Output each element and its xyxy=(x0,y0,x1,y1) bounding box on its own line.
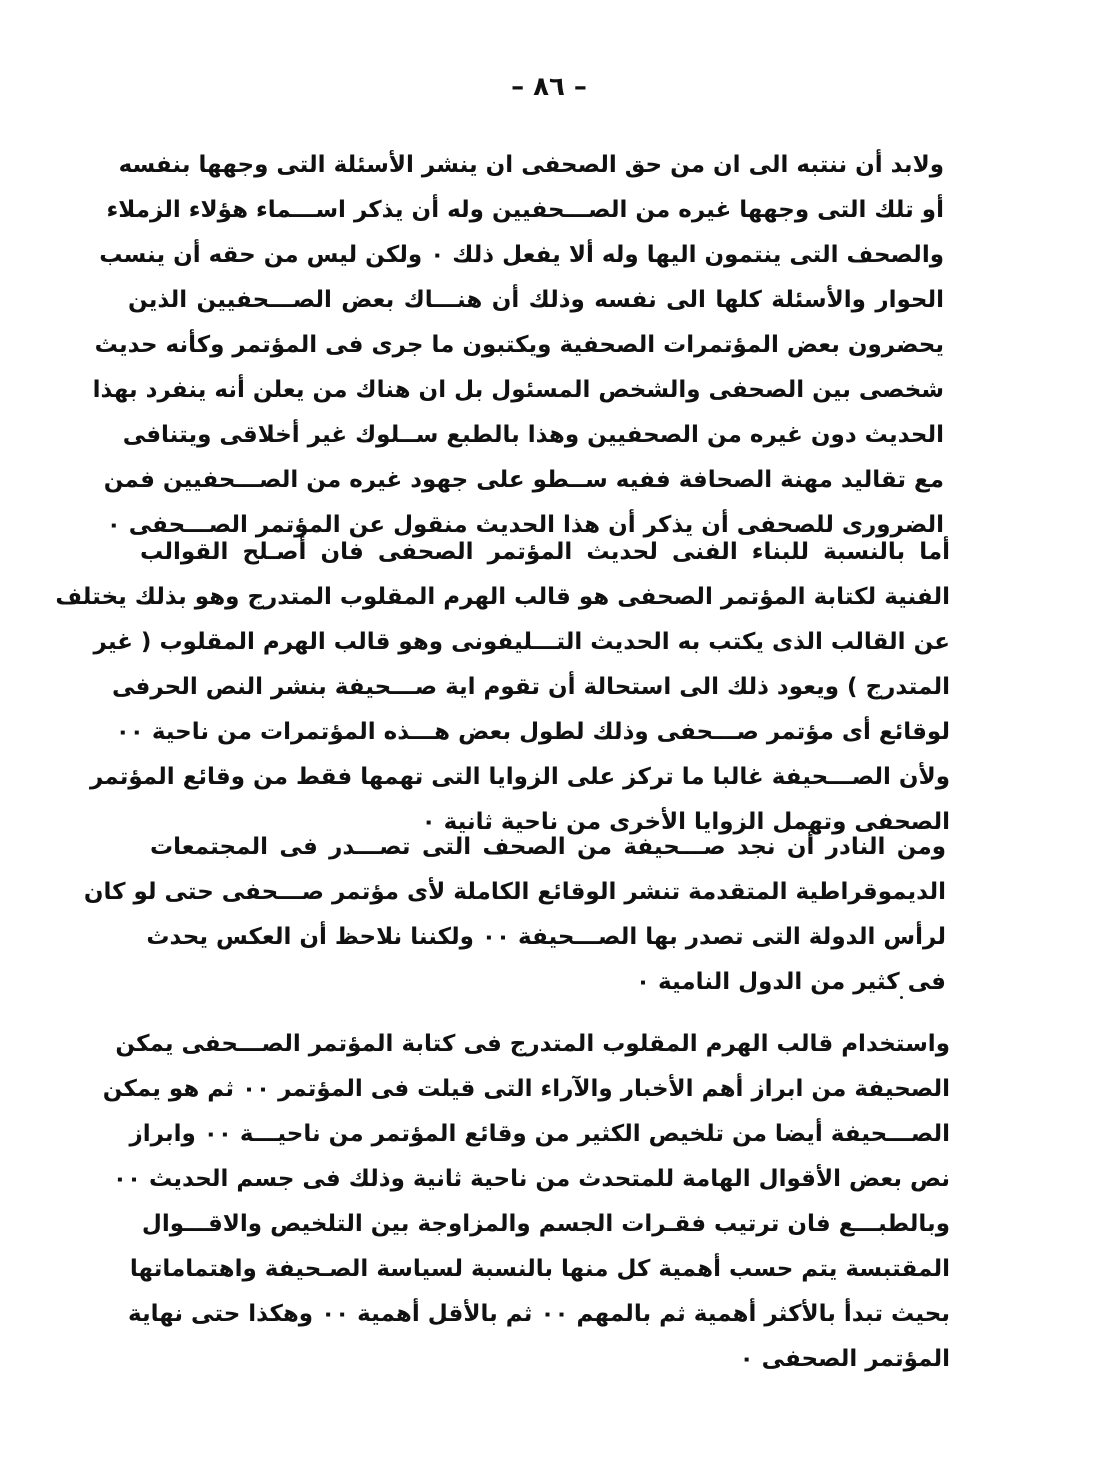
text-line: لوقائع أى مؤتمر صـــحفى وذلك لطول بعض هـــذه المؤتمرات من ناحية ٠٠ xyxy=(115,719,950,745)
text-line: عن القالب الذى يكتب به الحديث التـــليفونى وهو قالب الهرم المقلوب ( غير xyxy=(93,629,950,655)
stray-dot-mark xyxy=(900,996,903,999)
text-line: نص بعض الأقوال الهامة للمتحدث من ناحية ثانية وذلك فى جسم الحديث ٠٠ xyxy=(112,1166,950,1192)
text-line: المقتبسة يتم حسب أهمية كل منها بالنسبة لسياسة الصـحيفة واهتماماتها xyxy=(129,1256,950,1282)
paragraph-3 xyxy=(83,825,946,1005)
text-line: الصحفى وتهمل الزوايا الأخرى من ناحية ثانية ٠ xyxy=(421,809,950,835)
text-line: فى كثير من الدول النامية ٠ xyxy=(636,969,946,995)
page-number: – ٨٦ – xyxy=(511,72,587,102)
text-line: الضرورى للصحفى أن يذكر أن هذا الحديث منقول عن المؤتمر الصـــحفى ٠ xyxy=(106,512,944,538)
text-line: بحيث تبدأ بالأكثر أهمية ثم بالمهم ٠٠ ثم بالأقل أهمية ٠٠ وهكذا حتى نهاية xyxy=(128,1301,950,1327)
text-line: الحديث دون غيره من الصحفيين وهذا بالطبع ســلوك غير أخلاقى ويتنافى xyxy=(122,422,944,448)
text-line: الصحيفة من ابراز أهم الأخبار والآراء التى قيلت فى المؤتمر ٠٠ ثم هو يمكن xyxy=(102,1076,950,1102)
text-line: الصـــحيفة أيضا من تلخيص الكثير من وقائع المؤتمر من ناحيـــة ٠٠ وابراز xyxy=(129,1121,950,1147)
text-line: واستخدام قالب الهرم المقلوب المتدرج فى كتابة المؤتمر الصـــحفى يمكن xyxy=(115,1031,950,1057)
text-line: لرأس الدولة التى تصدر بها الصـــحيفة ٠٠ ولكننا نلاحظ أن العكس يحدث xyxy=(146,924,946,950)
text-line: المتدرج ) ويعود ذلك الى استحالة أن تقوم اية صـــحيفة بنشر النص الحرفى xyxy=(112,674,950,700)
text-line: ولابد أن ننتبه الى ان من حق الصحفى ان ينشر الأسئلة التى وجهها بنفسه xyxy=(118,152,944,178)
paragraph-1 xyxy=(92,143,944,548)
text-line: المؤتمر الصحفى ٠ xyxy=(739,1346,950,1372)
text-line: أما بالنسبة للبناء الفنى لحديث المؤتمر الصحفى فان أصـلح القوالب xyxy=(140,539,950,565)
paragraph-2 xyxy=(55,530,950,845)
text-line: الحوار والأسئلة كلها الى نفسه وذلك أن هنـــاك بعض الصـــحفيين الذين xyxy=(128,287,944,313)
text-line: ولأن الصـــحيفة غالبا ما تركز على الزوايا التى تهمها فقط من وقائع المؤتمر xyxy=(89,764,950,790)
text-line: ومن النادر أن نجد صـــحيفة من الصحف التى تصـــدر فى المجتمعات xyxy=(150,834,946,860)
text-line: شخصى بين الصحفى والشخص المسئول بل ان هناك من يعلن أنه ينفرد بهذا xyxy=(92,377,944,403)
text-line: مع تقاليد مهنة الصحافة ففيه ســطو على جهود غيره من الصـــحفيين فمن xyxy=(103,467,944,493)
paragraph-4 xyxy=(102,1022,950,1382)
text-line: والصحف التى ينتمون اليها وله ألا يفعل ذلك ٠ ولكن ليس من حقه أن ينسب xyxy=(99,242,944,268)
text-line: الديموقراطية المتقدمة تنشر الوقائع الكاملة لأى مؤتمر صـــحفى حتى لو كان xyxy=(83,879,946,905)
text-line: وبالطبـــع فان ترتيب فقـرات الجسم والمزاوجة بين التلخيص والاقـــوال xyxy=(141,1211,950,1237)
text-line: أو تلك التى وجهها غيره من الصـــحفيين وله أن يذكر اســـماء هؤلاء الزملاء xyxy=(106,197,944,223)
text-line: الفنية لكتابة المؤتمر الصحفى هو قالب الهرم المقلوب المتدرج وهو بذلك يختلف xyxy=(55,584,950,610)
text-line: يحضرون بعض المؤتمرات الصحفية ويكتبون ما جرى فى المؤتمر وكأنه حديث xyxy=(94,332,944,358)
